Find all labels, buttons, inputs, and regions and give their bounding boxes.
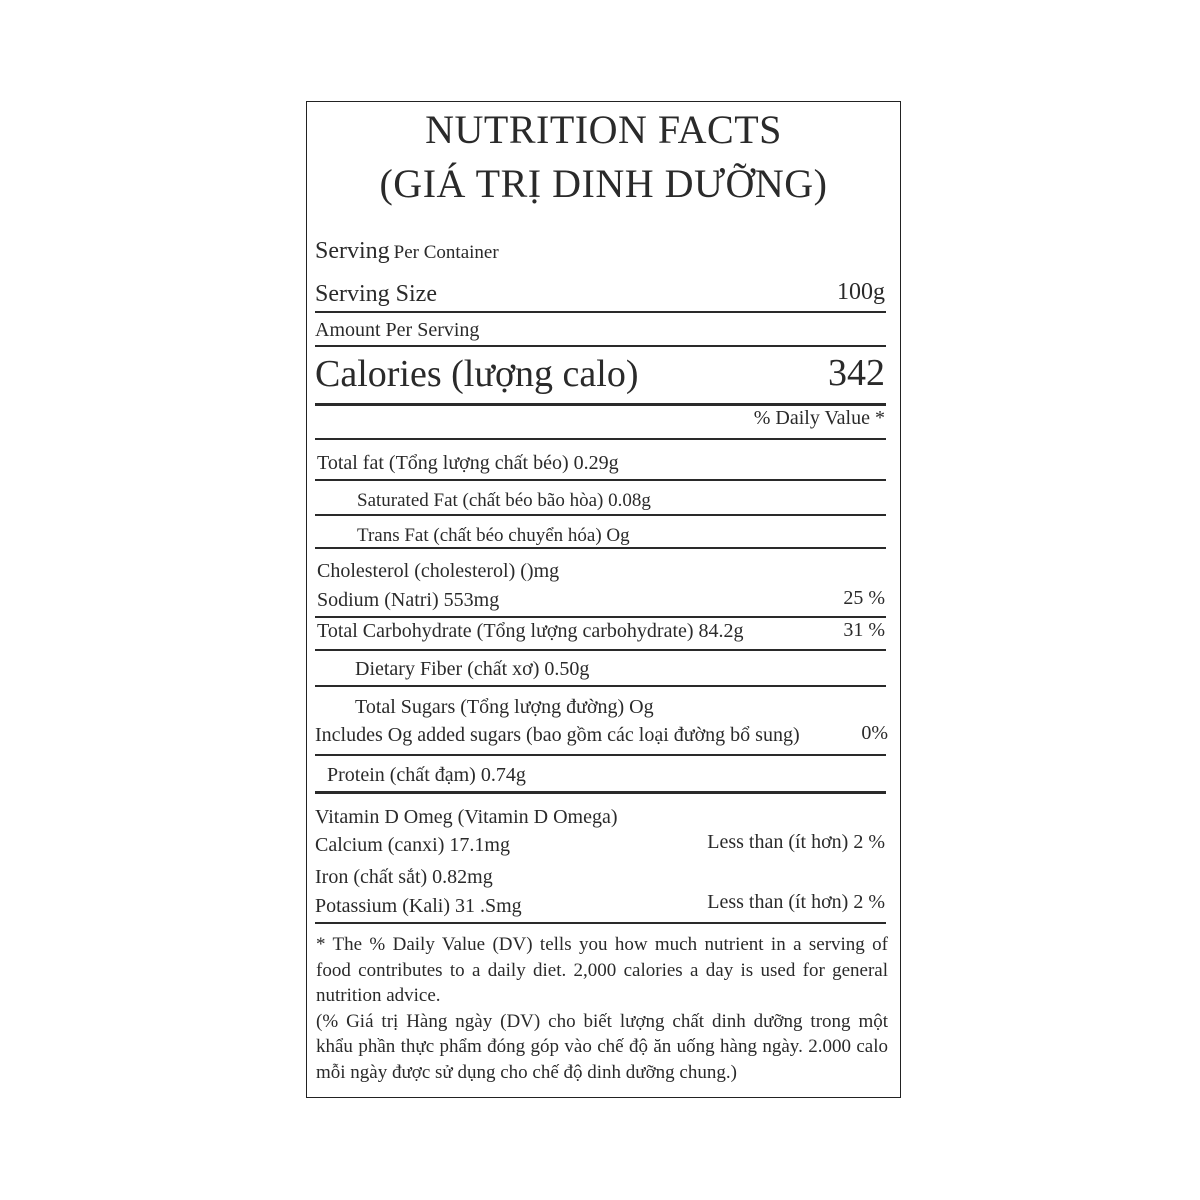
- divider: [315, 514, 886, 516]
- divider: [315, 438, 886, 440]
- sodium-label: Sodium (Natri) 553mg: [317, 589, 500, 611]
- saturated-fat-row: Saturated Fat (chất béo bão hòa) 0.08g: [357, 490, 651, 511]
- serving-per-container-sub: Per Container: [393, 242, 499, 263]
- divider: [315, 754, 886, 756]
- divider: [315, 616, 886, 618]
- divider: [315, 685, 886, 687]
- total-carbohydrate-label: Total Carbohydrate (Tổng lượng carbohydrate) 84.2g: [317, 620, 744, 642]
- potassium-dv: Less than (ít hơn) 2 %: [707, 891, 885, 913]
- calcium-label: Calcium (canxi) 17.1mg: [315, 834, 510, 856]
- amount-per-serving: Amount Per Serving: [315, 319, 480, 341]
- added-sugars-dv: 0%: [861, 722, 888, 744]
- serving-per-container: [315, 238, 499, 265]
- total-carbohydrate-dv: 31 %: [843, 619, 885, 641]
- potassium-label: Potassium (Kali) 31 .Smg: [315, 895, 522, 917]
- iron-row: Iron (chất sắt) 0.82mg: [315, 866, 493, 888]
- protein-row: Protein (chất đạm) 0.74g: [327, 764, 526, 786]
- calcium-dv: Less than (ít hơn) 2 %: [707, 831, 885, 853]
- vitamin-d-row: Vitamin D Omeg (Vitamin D Omega): [315, 806, 618, 828]
- dietary-fiber-row: Dietary Fiber (chất xơ) 0.50g: [355, 658, 590, 680]
- serving-per-container-main: Serving: [315, 238, 390, 264]
- footnote-english: * The % Daily Value (DV) tells you how much nutrient in a serving of food contributes to a daily diet. 2,000 calories a day is used for general nutrition advice.: [316, 934, 888, 1006]
- label-title: NUTRITION FACTS: [425, 107, 782, 152]
- serving-size-label: Serving Size: [315, 281, 437, 307]
- sodium-dv: 25 %: [843, 587, 885, 609]
- divider-thick: [315, 403, 886, 406]
- label-title-vi: (GIÁ TRỊ DINH DƯỠNG): [379, 161, 828, 206]
- total-fat-row: Total fat (Tổng lượng chất béo) 0.29g: [317, 452, 619, 474]
- calories-value: 342: [828, 352, 885, 394]
- cholesterol-row: Cholesterol (cholesterol) ()mg: [317, 560, 560, 582]
- divider: [315, 345, 886, 347]
- divider: [315, 547, 886, 549]
- added-sugars-label: Includes Og added sugars (bao gồm các loại đường bổ sung): [315, 724, 800, 746]
- trans-fat-row: Trans Fat (chất béo chuyển hóa) Og: [357, 525, 630, 546]
- divider: [315, 479, 886, 481]
- total-sugars-row: Total Sugars (Tổng lượng đường) Og: [355, 696, 654, 718]
- divider-thick: [315, 791, 886, 794]
- footnote-vietnamese: (% Giá trị Hàng ngày (DV) cho biết lượng chất dinh dưỡng trong một khẩu phần thực phẩm đóng góp vào chế độ ăn uống hàng ngày. 2.000 calo mỗi ngày được sử dụng cho chế độ dinh dưỡng chung.): [316, 1010, 888, 1083]
- calories-label: Calories (lượng calo): [315, 353, 639, 395]
- footnote: [316, 932, 888, 1085]
- daily-value-header: % Daily Value *: [753, 407, 885, 429]
- divider: [315, 649, 886, 651]
- serving-size-value: 100g: [837, 279, 885, 305]
- divider: [315, 311, 886, 313]
- divider: [315, 922, 886, 924]
